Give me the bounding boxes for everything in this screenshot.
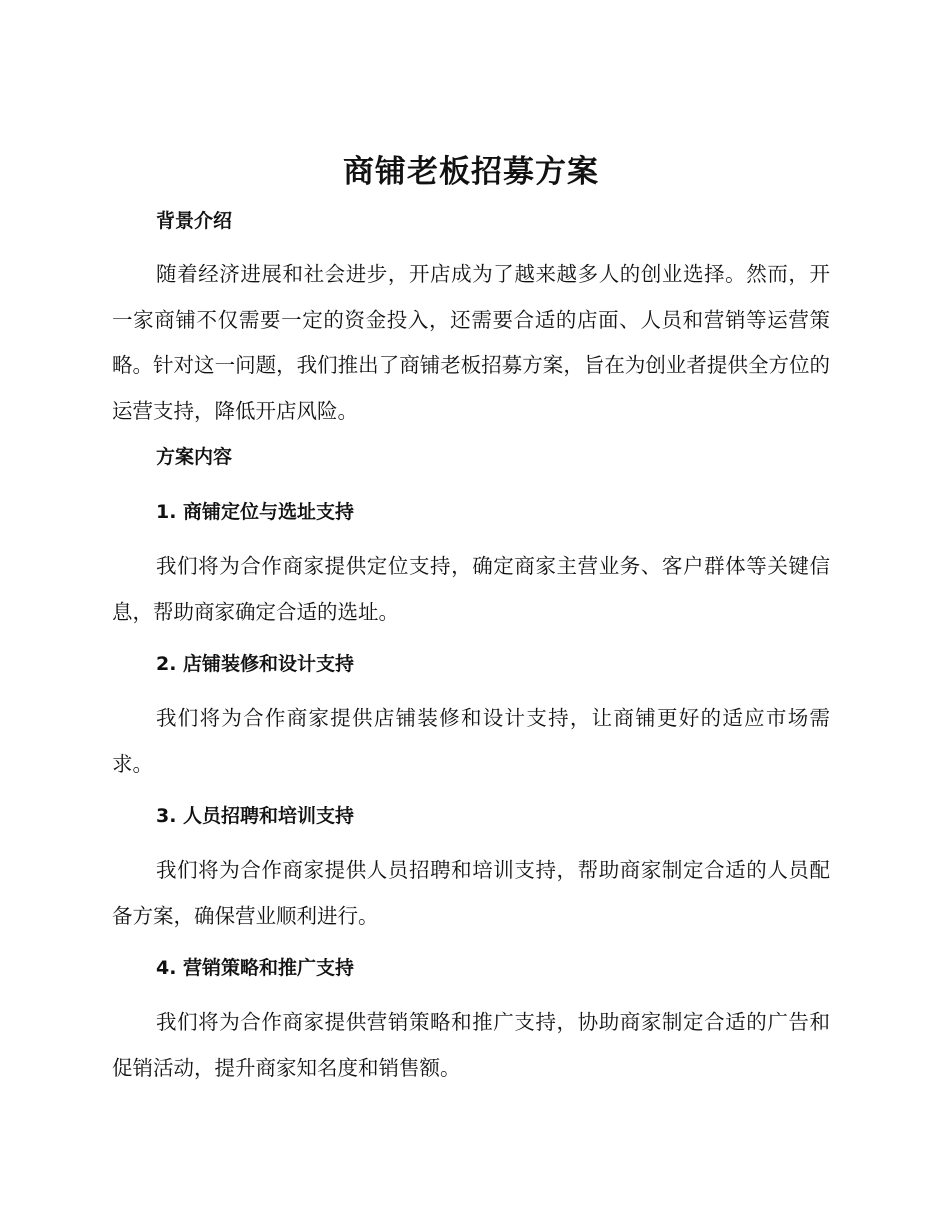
document-title: 商铺老板招募方案 [343, 154, 599, 190]
section-heading-marketing: 4. 营销策略和推广支持 [156, 957, 355, 979]
section-heading-recruitment: 3. 人员招聘和培训支持 [156, 805, 355, 827]
paragraph-decoration: 我们将为合作商家提供店铺装修和设计支持，让商铺更好的适应市场需求。 [112, 706, 830, 776]
paragraph-positioning: 我们将为合作商家提供定位支持，确定商家主营业务、客户群体等关键信息，帮助商家确定合适的选址。 [112, 554, 830, 624]
section-heading-background: 背景介绍 [156, 210, 233, 232]
section-heading-plan-content: 方案内容 [156, 446, 233, 468]
section-heading-positioning: 1. 商铺定位与选址支持 [156, 501, 355, 523]
section-heading-decoration: 2. 店铺装修和设计支持 [156, 653, 355, 675]
paragraph-recruitment: 我们将为合作商家提供人员招聘和培训支持，帮助商家制定合适的人员配备方案，确保营业顺利进行。 [112, 858, 830, 928]
paragraph-background: 随着经济进展和社会进步，开店成为了越来越多人的创业选择。然而，开一家商铺不仅需要一定的资金投入，还需要合适的店面、人员和营销等运营策略。针对这一问题，我们推出了商铺老板招募方案，旨在为创业者提供全方位的运营支持，降低开店风险。 [112, 262, 830, 423]
paragraph-marketing: 我们将为合作商家提供营销策略和推广支持，协助商家制定合适的广告和促销活动，提升商家知名度和销售额。 [112, 1010, 830, 1080]
